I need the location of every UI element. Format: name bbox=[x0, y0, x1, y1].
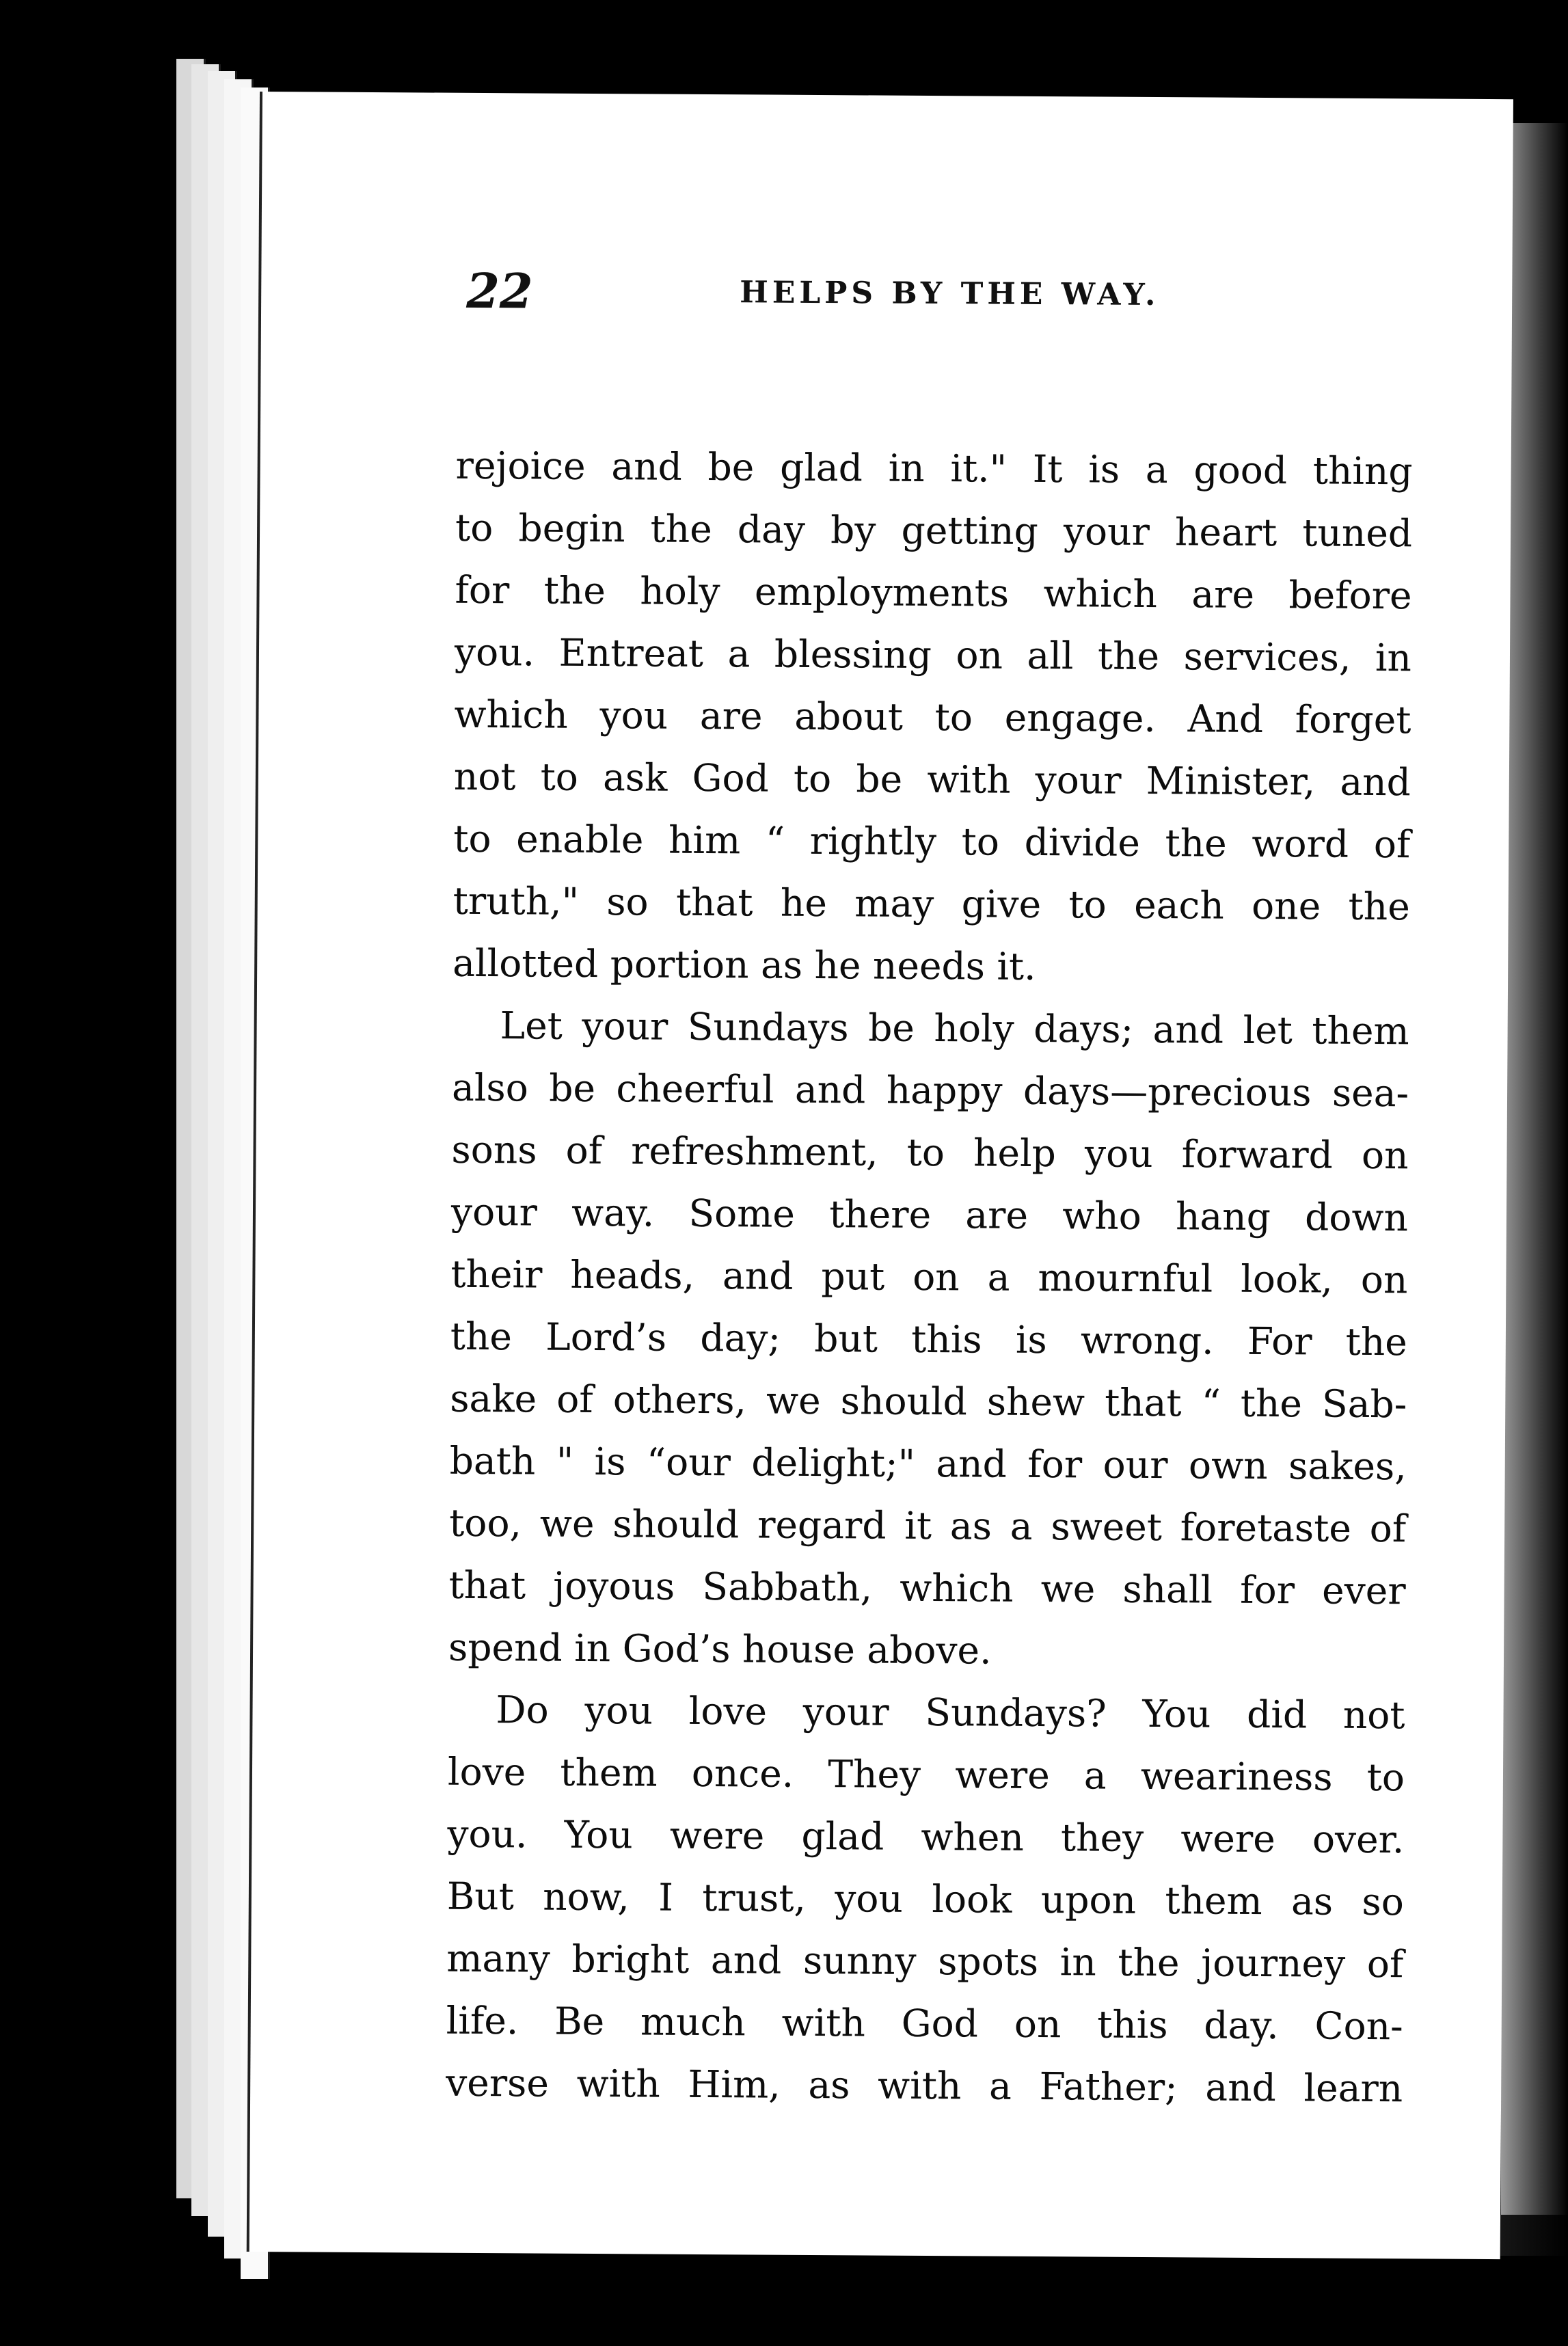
text-line: their heads, and put on a mournful look, on bbox=[450, 1252, 1408, 1302]
text-line: many bright and sunny spots in the journey of bbox=[446, 1936, 1404, 1986]
body-text bbox=[446, 435, 1413, 2120]
page-header bbox=[466, 262, 1492, 344]
text-line: that joyous Sabbath, which we shall for ever bbox=[448, 1563, 1406, 1613]
text-line: which you are about to engage. And forget bbox=[454, 692, 1411, 742]
paragraph bbox=[446, 1679, 1405, 2120]
paragraph bbox=[448, 995, 1409, 1685]
text-line: not to ask God to be with your Minister, and bbox=[453, 754, 1411, 805]
paragraph bbox=[452, 435, 1413, 1001]
text-line: rejoice and be glad in it." It is a good thing bbox=[455, 443, 1413, 494]
text-line: you. Entreat a blessing on all the services, in bbox=[454, 630, 1412, 680]
book-page bbox=[247, 92, 1513, 2259]
text-line: bath " is “our delight;" and for our own sakes, bbox=[449, 1438, 1407, 1489]
text-line: you. You were glad when they were over. bbox=[447, 1811, 1405, 1862]
running-title: HELPS BY THE WAY. bbox=[740, 275, 1160, 313]
page-number: 22 bbox=[465, 262, 533, 320]
text-line: to enable him “ rightly to divide the word of bbox=[453, 816, 1411, 867]
text-line: allotted portion as he needs it. bbox=[452, 941, 1036, 988]
text-line: Do you love your Sundays? You did not bbox=[496, 1688, 1405, 1738]
text-line: also be cheerful and happy days—precious sea- bbox=[451, 1065, 1409, 1116]
text-line: to begin the day by getting your heart tuned bbox=[455, 505, 1413, 556]
text-line: sons of refreshment, to help you forward on bbox=[451, 1127, 1409, 1178]
text-line: verse with Him, as with a Father; and learn bbox=[446, 2060, 1403, 2111]
text-line: spend in God’s house above. bbox=[448, 1625, 992, 1673]
text-line: the Lord’s day; but this is wrong. For the bbox=[450, 1314, 1408, 1364]
text-line: sake of others, we should shew that “ the Sab- bbox=[450, 1376, 1407, 1427]
text-line: Let your Sundays be holy days; and let them bbox=[500, 1003, 1409, 1053]
text-line: too, we should regard it as a sweet foretaste of bbox=[449, 1500, 1407, 1551]
text-line: your way. Some there are who hang down bbox=[450, 1189, 1409, 1240]
text-line: life. Be much with God on this day. Con- bbox=[446, 1998, 1403, 2049]
text-line: for the holy employments which are before bbox=[455, 567, 1412, 618]
text-line: But now, I trust, you look upon them as so bbox=[446, 1874, 1405, 1924]
text-line: love them once. They were a weariness to bbox=[447, 1749, 1405, 1800]
text-line: truth," so that he may give to each one the bbox=[452, 878, 1410, 929]
